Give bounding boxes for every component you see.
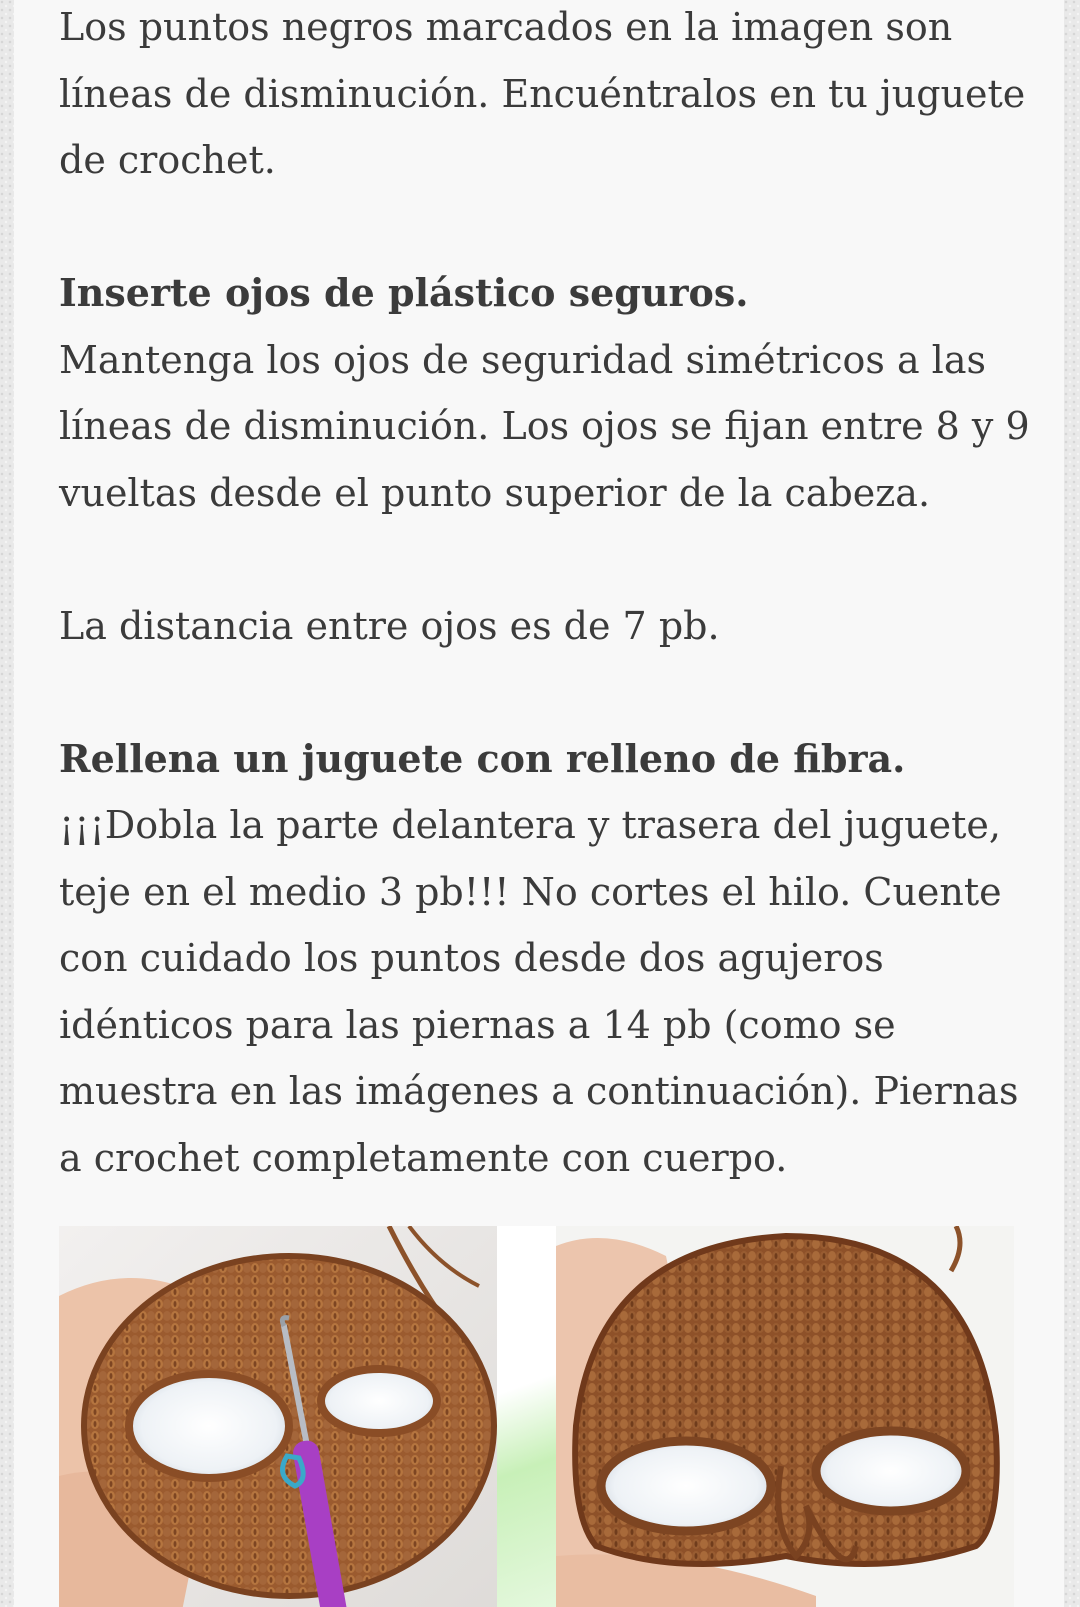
section-heading-eyes: Inserte ojos de plástico seguros. (59, 270, 749, 315)
paragraph-safety-eyes (59, 260, 1029, 526)
text-line: de crochet. (59, 138, 276, 182)
section-heading-stuffing: Rellena un juguete con relleno de fibra. (59, 735, 906, 781)
paragraph-decrease-lines (59, 0, 1029, 194)
crochet-body-with-hook-photo (59, 1226, 497, 1607)
text-line: vueltas desde el punto superior de la cabeza. (59, 470, 931, 515)
text-line: muestra en las imágenes a continuación). Piernas (59, 1069, 1019, 1113)
paragraph-eye-distance (59, 593, 1029, 660)
text-line: Los puntos negros marcados en la imagen son (59, 5, 953, 49)
text-line: teje en el medio 3 pb!!! No cortes el hilo. Cuente (59, 869, 1002, 914)
article-page (14, 0, 1064, 1607)
paragraph-stuffing (59, 726, 1029, 1192)
text-line: líneas de disminución. Los ojos se fijan entre 8 y 9 (59, 404, 1030, 448)
photo-row (59, 1226, 1029, 1607)
text-line: ¡¡¡Dobla la parte delantera y trasera del juguete, (59, 803, 1001, 847)
text-line: La distancia entre ojos es de 7 pb. (59, 603, 720, 648)
text-line: Mantenga los ojos de seguridad simétricos a las (59, 337, 986, 382)
article-body (59, 0, 1029, 1191)
text-line: líneas de disminución. Encuéntralos en tu juguete (59, 71, 1026, 116)
text-line: a crochet completamente con cuerpo. (59, 1135, 788, 1180)
text-line: idénticos para las piernas a 14 pb (como se (59, 1002, 896, 1047)
text-line: con cuidado los puntos desde dos agujeros (59, 936, 884, 980)
image-gap (497, 1226, 556, 1607)
crochet-body-folded-photo (556, 1226, 1014, 1607)
